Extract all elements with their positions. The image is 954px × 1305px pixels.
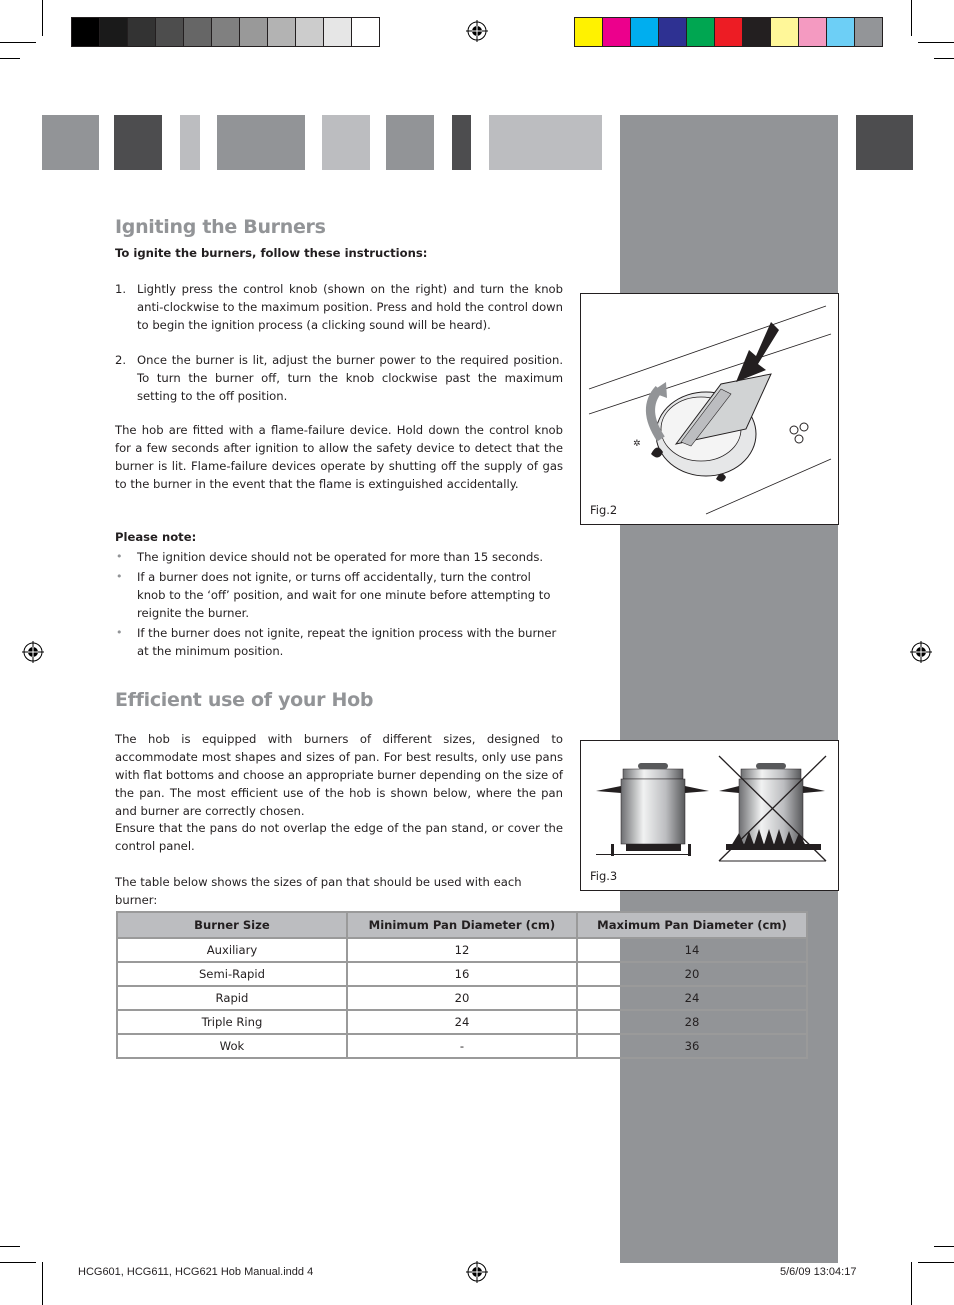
color-swatch xyxy=(743,18,771,46)
color-swatch xyxy=(296,18,324,46)
color-swatch xyxy=(212,18,240,46)
section-title-efficient: Efficient use of your Hob xyxy=(115,689,374,711)
crop-mark xyxy=(42,1262,43,1305)
efficient-paragraph: The table below shows the sizes of pan that should be used with each burner: xyxy=(115,875,522,907)
bullet-icon: • xyxy=(116,626,123,639)
table-cell: Auxiliary xyxy=(117,938,347,962)
footer-filename: HCG601, HCG611, HCG621 Hob Manual.indd 4 xyxy=(78,1266,314,1278)
note-item: The ignition device should not be operated for more than 15 seconds. xyxy=(137,550,544,564)
bullet-icon: • xyxy=(116,570,123,583)
table-row xyxy=(117,1010,807,1034)
crop-mark xyxy=(934,1246,954,1247)
section-intro: To ignite the burners, follow these instructions: xyxy=(115,246,428,260)
step-number: 1. xyxy=(115,282,127,296)
color-swatch xyxy=(575,18,603,46)
header-gray-block xyxy=(42,115,99,170)
table-cell: Semi-Rapid xyxy=(117,962,347,986)
table-row xyxy=(117,938,807,962)
table-cell: Triple Ring xyxy=(117,1010,347,1034)
color-swatch xyxy=(184,18,212,46)
color-swatch xyxy=(268,18,296,46)
control-knob-illustration xyxy=(581,294,838,524)
table-cell: Rapid xyxy=(117,986,347,1010)
step-text: Lightly press the control knob (shown on the right) and turn the knob anti-clockwise to the maximum position. Press and hold the control down to begin the ignition process (a clicking sound will be heard). xyxy=(137,282,563,332)
figure-label: Fig.2 xyxy=(590,503,618,517)
crop-mark xyxy=(0,1246,20,1247)
note-title: Please note: xyxy=(115,530,197,544)
registration-mark-icon xyxy=(466,1261,488,1283)
note-item: If a burner does not ignite, or turns off accidentally, turn the control knob to the ‘off’ position, and wait for one minute before attempting to reignite the burner. xyxy=(137,570,551,620)
crop-mark xyxy=(0,42,36,43)
crop-mark xyxy=(918,42,954,43)
color-swatch xyxy=(687,18,715,46)
color-swatch xyxy=(631,18,659,46)
header-gray-block xyxy=(489,115,602,170)
table-header-cell: Burner Size xyxy=(117,912,347,938)
registration-mark-icon xyxy=(910,641,932,663)
section-title-igniting: Igniting the Burners xyxy=(115,216,326,238)
table-cell: 24 xyxy=(577,986,807,1010)
table-header-cell: Minimum Pan Diameter (cm) xyxy=(347,912,577,938)
efficient-paragraph: Ensure that the pans do not overlap the edge of the pan stand, or cover the control panel. xyxy=(115,821,563,853)
color-swatch xyxy=(72,18,100,46)
step-number: 2. xyxy=(115,353,127,367)
table-cell: Wok xyxy=(117,1034,347,1058)
header-gray-block xyxy=(114,115,162,170)
table-header-row xyxy=(117,912,807,938)
color-swatch xyxy=(324,18,352,46)
step-text: Once the burner is lit, adjust the burner power to the required position. To turn the burner off, turn the knob clockwise past the maximum setting to the off position. xyxy=(137,353,563,403)
table-cell: 20 xyxy=(347,986,577,1010)
grayscale-color-bar xyxy=(71,17,380,47)
color-swatch xyxy=(603,18,631,46)
figure-2 xyxy=(580,293,839,525)
color-swatch xyxy=(715,18,743,46)
svg-text:✲: ✲ xyxy=(633,439,641,449)
crop-mark xyxy=(918,1262,954,1263)
crop-mark xyxy=(0,58,20,59)
header-gray-block xyxy=(217,115,305,170)
table-cell: 36 xyxy=(577,1034,807,1058)
color-swatch xyxy=(827,18,855,46)
crop-mark xyxy=(911,1262,912,1305)
flame-failure-paragraph: The hob are fitted with a flame-failure device. Hold down the control knob for a few seconds after ignition to allow the safety device to detect that the burner is lit. Flame-failure devices operate by shutting off the supply of gas to the burner in the event that the flame is extinguished accidentally. xyxy=(115,423,563,491)
table-cell: 20 xyxy=(577,962,807,986)
bullet-icon: • xyxy=(116,550,123,563)
process-color-bar xyxy=(574,17,883,47)
table-header-cell: Maximum Pan Diameter (cm) xyxy=(577,912,807,938)
figure-label: Fig.3 xyxy=(590,869,618,883)
color-swatch xyxy=(855,18,882,46)
figure-3 xyxy=(580,740,839,891)
header-gray-block xyxy=(386,115,434,170)
color-swatch xyxy=(156,18,184,46)
table-cell: 24 xyxy=(347,1010,577,1034)
color-swatch xyxy=(240,18,268,46)
table-cell: 12 xyxy=(347,938,577,962)
crop-mark xyxy=(42,0,43,36)
color-swatch xyxy=(799,18,827,46)
color-swatch xyxy=(352,18,379,46)
sidebar-gray-column xyxy=(620,115,838,1263)
header-gray-block xyxy=(452,115,471,170)
color-swatch xyxy=(659,18,687,46)
table-cell: 14 xyxy=(577,938,807,962)
header-gray-block xyxy=(180,115,200,170)
pan-size-table xyxy=(116,911,808,1059)
table-row xyxy=(117,1034,807,1058)
header-gray-block xyxy=(322,115,370,170)
table-row xyxy=(117,962,807,986)
note-item: If the burner does not ignite, repeat the ignition process with the burner at the minimum position. xyxy=(137,626,557,658)
registration-mark-icon xyxy=(466,20,488,42)
pan-size-illustration xyxy=(581,741,838,890)
table-row xyxy=(117,986,807,1010)
crop-mark xyxy=(911,0,912,36)
crop-mark xyxy=(934,58,954,59)
crop-mark xyxy=(0,1262,36,1263)
header-gray-block xyxy=(856,115,913,170)
table-cell: 28 xyxy=(577,1010,807,1034)
table-cell: - xyxy=(347,1034,577,1058)
color-swatch xyxy=(771,18,799,46)
registration-mark-icon xyxy=(22,641,44,663)
efficient-paragraph: The hob is equipped with burners of different sizes, designed to accommodate most shapes and sizes of pan. For best results, only use pans with flat bottoms and choose an appropriate burner depending on the size of the pan. The most efficient use of the hob is shown below, where the pan and burner are correctly chosen. xyxy=(115,732,563,818)
color-swatch xyxy=(128,18,156,46)
color-swatch xyxy=(100,18,128,46)
table-cell: 16 xyxy=(347,962,577,986)
footer-timestamp: 5/6/09 13:04:17 xyxy=(780,1266,857,1278)
